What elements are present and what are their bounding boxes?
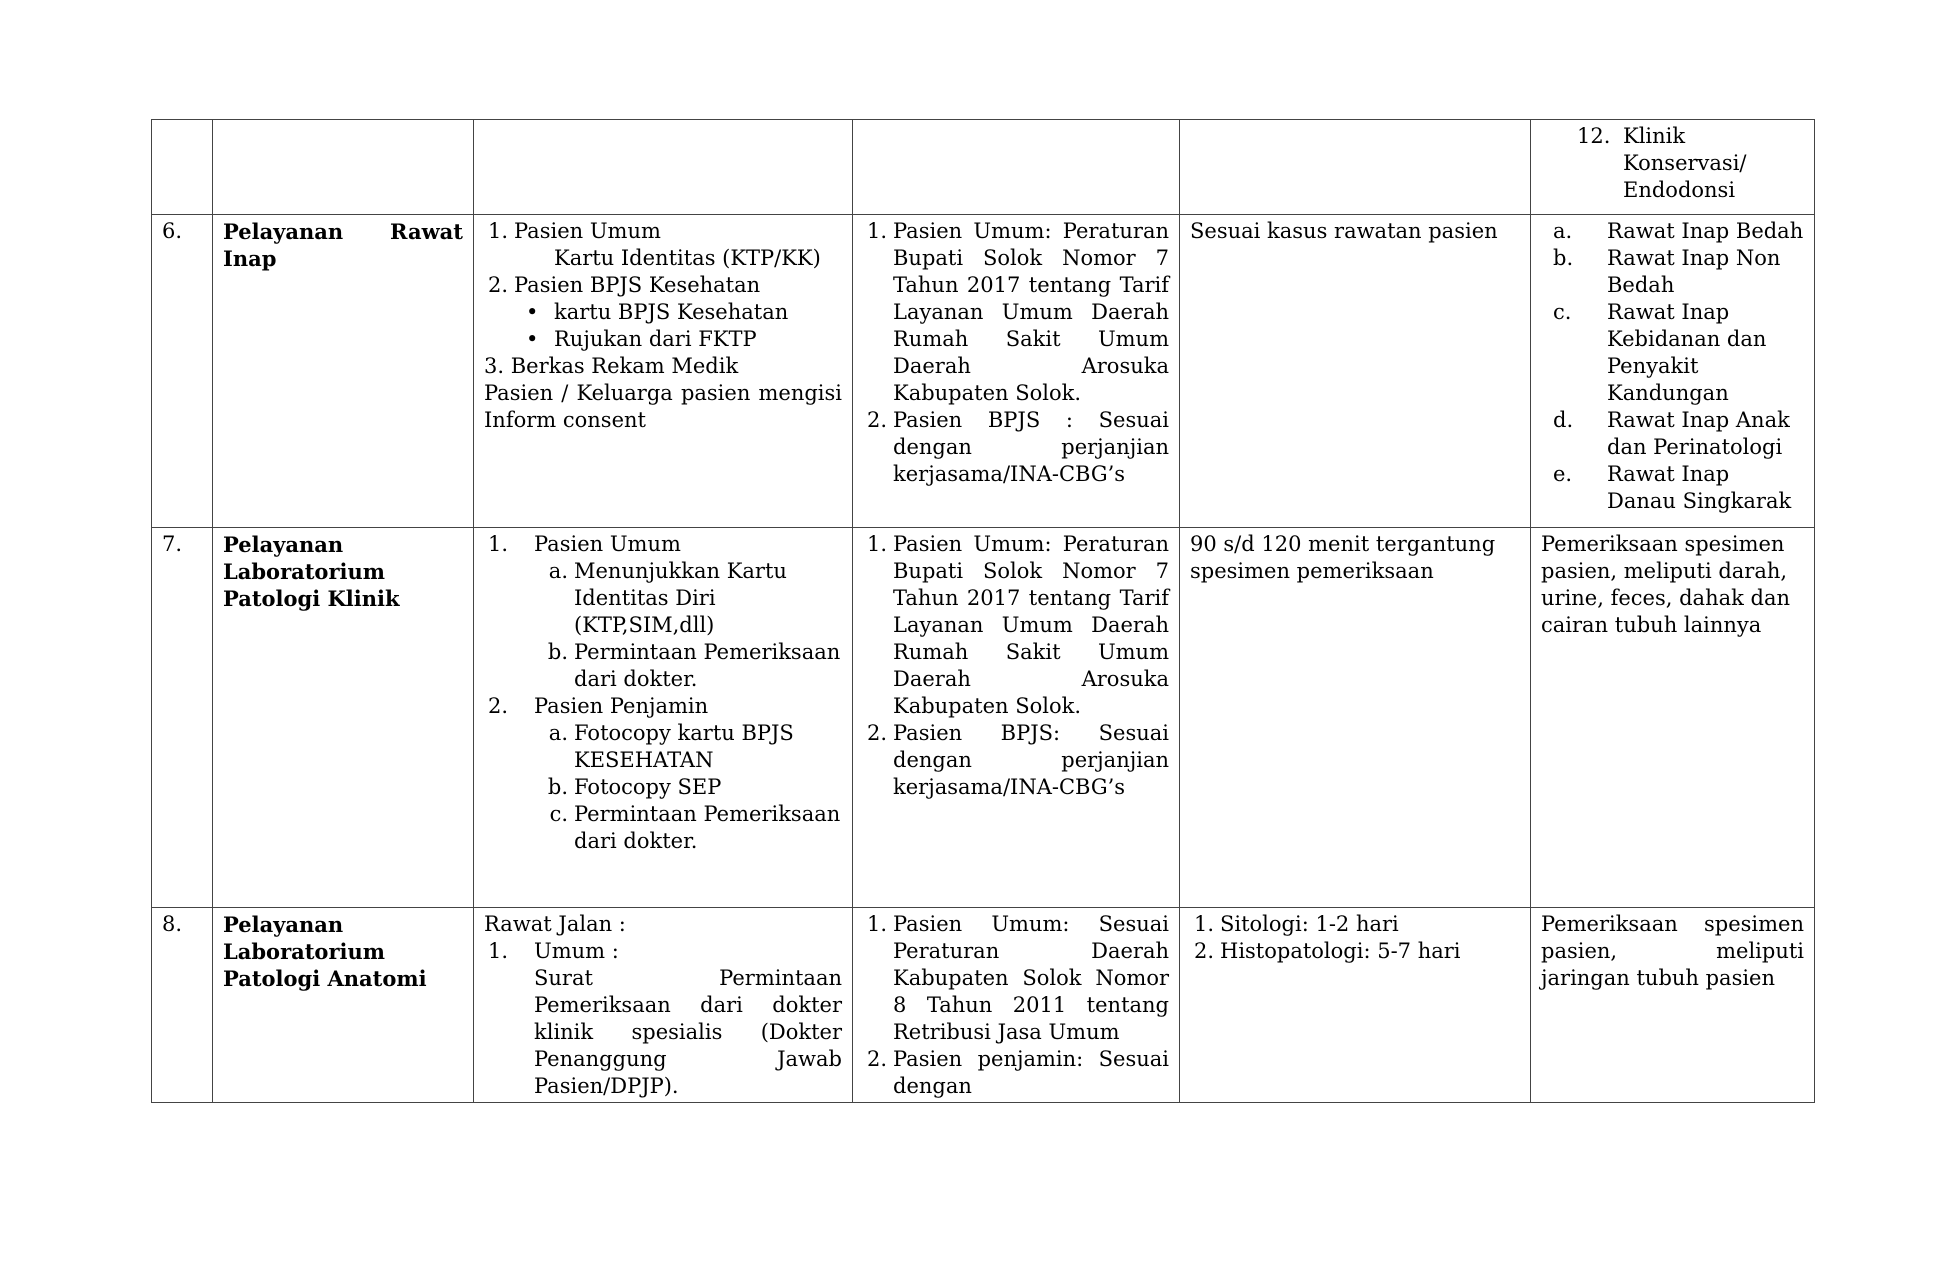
cell-no: 6. [152,215,213,528]
list-item [1541,461,1804,515]
list-letter: c. [1553,300,1572,324]
cell-service: Pelayanan Laboratorium Patologi Anatomi [213,908,474,1103]
list-letter: a. [1553,219,1573,243]
list-letter: e. [1553,462,1573,486]
cell-cost: 1. Pasien Umum: Peraturan Bupati Solok Nomor 7 Tahun 2017 tentang Tarif Layanan Umum Daerah Rumah Sakit Umum Daerah Arosuka Kabupaten Solok. 2. Pasien BPJS : Sesuai dengan perjanjian kerjasama/INA-CBG’s [853,215,1180,528]
table-row [152,215,1815,528]
cell-service [213,120,474,215]
cell-service: Pelayanan Laboratorium Patologi Klinik [213,528,474,908]
cell-product [1531,120,1815,215]
cell-cost: 1. Pasien Umum: Sesuai Peraturan Daerah Kabupaten Solok Nomor 8 Tahun 2011 tentang Retribusi Jasa Umum 2. Pasien penjamin: Sesuai dengan [853,908,1180,1103]
list-text: Pasien BPJS Kesehatan [514,273,761,297]
list-text: Pasien Umum: Peraturan Bupati Solok Nomor 7 Tahun 2017 tentang Tarif Layanan Umum Daerah Rumah Sakit Umum Daerah Arosuka Kabupaten Solok. [893,219,1169,405]
list-text: Pasien Umum [514,219,661,243]
table-row [152,120,1815,215]
cell-product [1531,215,1815,528]
cell-product: Pemeriksaan spesimen pasien, meliputi jaringan tubuh pasien [1531,908,1815,1103]
list-letter: d. [1553,408,1574,432]
cell-requirements [474,120,853,215]
cell-time: 1. Sitologi: 1-2 hari 2. Histopatologi: 5-7 hari [1180,908,1531,1103]
cell-requirements: Rawat Jalan : 1. Umum : Surat Permintaan Pemeriksaan dari dokter klinik spesialis (Dokter Penanggung Jawab Pasien/DPJP). [474,908,853,1103]
bullet-icon: • [526,327,539,351]
cell-product: Pemeriksaan spesimen pasien, meliputi darah, urine, feces, dahak dan cairan tubuh lainnya [1531,528,1815,908]
list-item [1541,299,1804,407]
cell-time: Sesuai kasus rawatan pasien [1180,215,1531,528]
list-text: Rawat Inap Bedah [1607,219,1804,243]
list-text: Rawat Inap Danau Singkarak [1607,462,1792,513]
list-item [1541,218,1804,245]
cell-requirements: 1. Pasien Umum a. Menunjukkan Kartu Identitas Diri (KTP,SIM,dll) b. Permintaan Pemeriksaan dari dokter. 2. Pasien Penjamin a. Fotocopy kartu BPJS KESEHATAN b. Fotocopy SEP c. Permintaan Pemeriksaan dari dokter. [474,528,853,908]
cell-time [1180,120,1531,215]
cell-cost: 1. Pasien Umum: Peraturan Bupati Solok Nomor 7 Tahun 2017 tentang Tarif Layanan Umum Daerah Rumah Sakit Umum Daerah Arosuka Kabupaten Solok. 2. Pasien BPJS: Sesuai dengan perjanjian kerjasama/INA-CBG’s [853,528,1180,908]
list-letter: b. [1553,246,1574,270]
note-text: Pasien / Keluarga pasien mengisi Inform consent [484,381,842,432]
list-text: 3. Berkas Rekam Medik [484,354,739,378]
table-row [152,528,1815,908]
list-text: Kartu Identitas (KTP/KK) [554,246,821,270]
service-name-line: Pelayanan Rawat [223,219,463,244]
list-text: kartu BPJS Kesehatan [554,300,789,324]
service-name-line: Inap [223,246,277,271]
bullet-icon: • [526,300,539,324]
service-standard-table [151,119,1815,1103]
list-text: Rujukan dari FKTP [554,327,757,351]
cell-service [213,215,474,528]
list-text: Pasien BPJS : Sesuai dengan perjanjian kerjasama/INA-CBG’s [893,408,1169,486]
list-text: Rawat Inap Anak dan Perinatologi [1607,408,1790,459]
cell-no: 8. [152,908,213,1103]
cell-no: 7. [152,528,213,908]
list-number: 12. [1577,124,1611,148]
list-text: Rawat Inap Non Bedah [1607,246,1781,297]
table-row [152,908,1815,1103]
list-item [1541,245,1804,299]
list-text: Rawat Inap Kebidanan dan Penyakit Kandungan [1607,300,1767,405]
cell-cost [853,120,1180,215]
list-item [1541,407,1804,461]
cell-no [152,120,213,215]
list-text: Klinik Konservasi/ Endodonsi [1623,124,1747,202]
cell-time: 90 s/d 120 menit tergantung spesimen pemeriksaan [1180,528,1531,908]
cell-requirements: 1. Pasien Umum Kartu Identitas (KTP/KK) 2. Pasien BPJS Kesehatan • kartu BPJS Kesehatan • Rujukan dari FKTP 3. Berkas Rekam Medik Pasien / Keluarga pasien mengisi Inform consent [474,215,853,528]
